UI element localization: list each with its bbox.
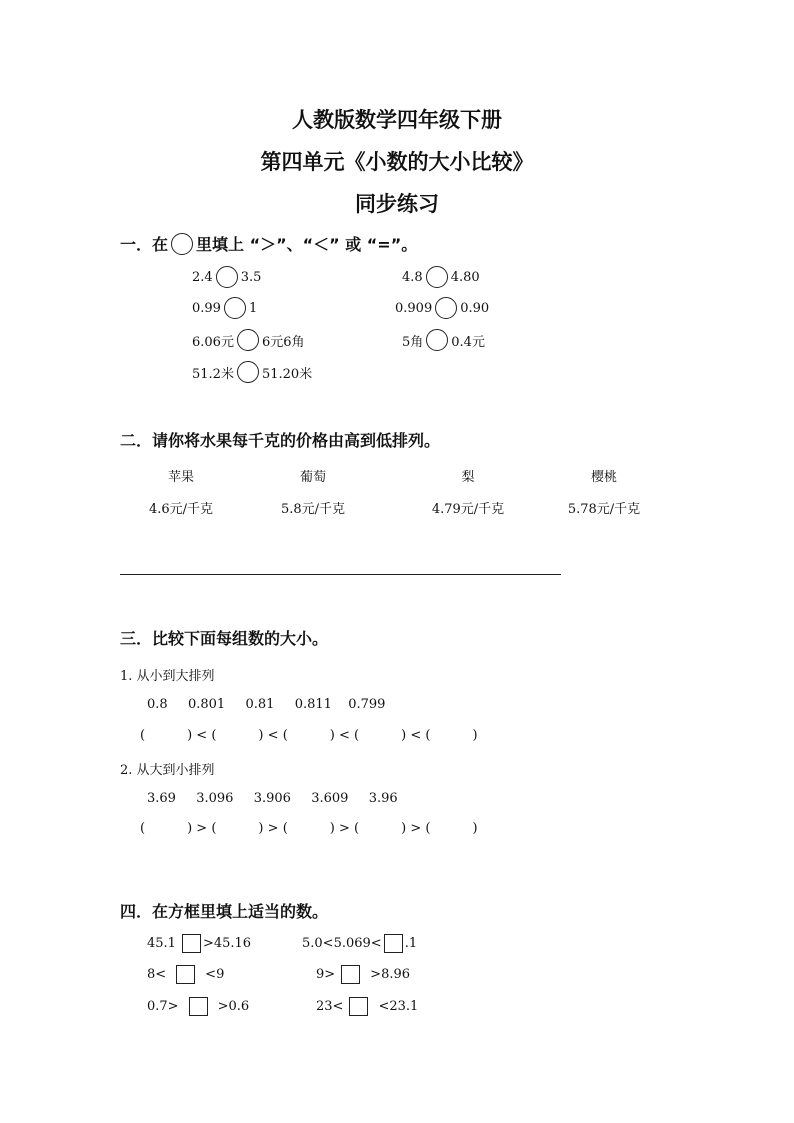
fill-post: >8.96 bbox=[370, 967, 411, 982]
fill-pre: 23< bbox=[316, 999, 344, 1014]
number: 0.801 bbox=[187, 697, 226, 712]
greater-sign: > bbox=[338, 821, 350, 836]
answer-box[interactable] bbox=[176, 965, 195, 984]
section1-suffix: 里填上 “＞”、“＜” 或 “=”。 bbox=[196, 235, 418, 254]
less-sign: < bbox=[338, 728, 350, 743]
q2-numbers bbox=[147, 791, 398, 806]
answer-line[interactable] bbox=[120, 574, 561, 575]
less-sign: < bbox=[267, 728, 279, 743]
answer-box[interactable] bbox=[384, 934, 403, 953]
number: 0.799 bbox=[348, 697, 386, 712]
answer-box[interactable] bbox=[349, 997, 368, 1016]
fruit-price: 4.6元/千克 bbox=[148, 502, 214, 517]
q1-answer-row: ( ) < ( ) < ( ) < ( ) < ( ) bbox=[140, 728, 478, 743]
number: 0.811 bbox=[294, 697, 332, 712]
fruit-price: 5.78元/千克 bbox=[567, 502, 641, 517]
page-subtitle: 第四单元《小数的大小比较》 bbox=[260, 150, 534, 174]
compare-right: 4.80 bbox=[450, 269, 480, 285]
less-sign: < bbox=[196, 728, 208, 743]
fill-pre: 45.1 bbox=[147, 936, 176, 951]
q2-answer-row: ( ) > ( ) > ( ) > ( ) > ( ) bbox=[140, 821, 478, 836]
page-title: 人教版数学四年级下册 bbox=[292, 108, 502, 132]
answer-box[interactable] bbox=[182, 934, 201, 953]
fill-pre: 5.0<5.069< bbox=[302, 936, 382, 951]
answer-circle[interactable] bbox=[426, 329, 448, 351]
greater-sign: > bbox=[267, 821, 279, 836]
fill-post: <23.1 bbox=[378, 999, 419, 1014]
fill-item-1a bbox=[147, 934, 251, 953]
compare-left: 6.06元 bbox=[192, 334, 234, 350]
fill-item-2b bbox=[316, 965, 410, 984]
fill-post: .1 bbox=[404, 936, 418, 951]
section1-prefix: 一．在 bbox=[120, 235, 169, 254]
fill-post: >0.6 bbox=[217, 999, 250, 1014]
answer-box[interactable] bbox=[189, 997, 208, 1016]
answer-circle[interactable] bbox=[237, 329, 259, 351]
compare-item-4 bbox=[395, 297, 489, 319]
answer-box[interactable] bbox=[341, 965, 360, 984]
compare-right: 6元6角 bbox=[261, 334, 305, 350]
fill-item-2a bbox=[147, 965, 224, 984]
fill-post: >45.16 bbox=[202, 936, 252, 951]
greater-sign: > bbox=[410, 821, 422, 836]
answer-circle[interactable] bbox=[237, 361, 259, 383]
fill-pre: 8< bbox=[147, 967, 167, 982]
compare-left: 4.8 bbox=[402, 269, 423, 285]
compare-right: 1 bbox=[248, 300, 258, 316]
q1-label: 1. 从小到大排列 bbox=[120, 669, 215, 684]
number: 0.81 bbox=[245, 697, 275, 712]
fill-item-3a bbox=[147, 997, 249, 1016]
compare-right: 51.20米 bbox=[261, 366, 313, 382]
compare-item-1 bbox=[192, 266, 261, 288]
number: 3.096 bbox=[196, 791, 234, 806]
circle-icon bbox=[171, 233, 193, 255]
fill-pre: 9> bbox=[316, 967, 336, 982]
fill-item-1b bbox=[302, 934, 417, 953]
compare-right: 0.90 bbox=[460, 300, 490, 316]
fruit-price: 4.79元/千克 bbox=[431, 502, 505, 517]
compare-item-2 bbox=[402, 266, 480, 288]
compare-left: 2.4 bbox=[192, 269, 213, 285]
answer-circle[interactable] bbox=[435, 297, 457, 319]
fruit-name: 葡萄 bbox=[299, 470, 326, 485]
number: 3.69 bbox=[147, 791, 176, 806]
section2-heading: 二．请你将水果每千克的价格由高到低排列。 bbox=[120, 431, 441, 450]
compare-left: 0.99 bbox=[192, 300, 221, 316]
section4-heading: 四．在方框里填上适当的数。 bbox=[120, 902, 329, 921]
answer-circle[interactable] bbox=[224, 297, 246, 319]
number: 3.609 bbox=[311, 791, 349, 806]
answer-circle[interactable] bbox=[426, 266, 448, 288]
greater-sign: > bbox=[196, 821, 208, 836]
answer-circle[interactable] bbox=[216, 266, 238, 288]
compare-item-3 bbox=[192, 297, 257, 319]
compare-right: 3.5 bbox=[240, 269, 262, 285]
fruit-name: 梨 bbox=[461, 470, 475, 485]
compare-left: 51.2米 bbox=[192, 366, 234, 382]
section3-heading: 三．比较下面每组数的大小。 bbox=[120, 629, 329, 648]
number: 0.8 bbox=[147, 697, 168, 712]
compare-left: 0.909 bbox=[395, 300, 433, 316]
compare-item-5 bbox=[192, 329, 305, 351]
compare-right: 0.4元 bbox=[451, 334, 485, 350]
q2-label: 2. 从大到小排列 bbox=[120, 763, 215, 778]
less-sign: < bbox=[410, 728, 422, 743]
section1-heading bbox=[120, 232, 417, 255]
compare-item-6 bbox=[402, 329, 485, 351]
page-subtitle-practice: 同步练习 bbox=[355, 192, 439, 216]
compare-item-7 bbox=[192, 361, 312, 383]
number: 3.96 bbox=[368, 791, 398, 806]
fill-pre: 0.7> bbox=[147, 999, 179, 1014]
fruit-name: 樱桃 bbox=[590, 470, 617, 485]
number: 3.906 bbox=[253, 791, 291, 806]
fill-item-3b bbox=[316, 997, 418, 1016]
compare-left: 5角 bbox=[402, 334, 424, 350]
fruit-name: 苹果 bbox=[167, 470, 194, 485]
fruit-price: 5.8元/千克 bbox=[280, 502, 346, 517]
fill-post: <9 bbox=[205, 967, 225, 982]
q1-numbers bbox=[147, 697, 385, 712]
